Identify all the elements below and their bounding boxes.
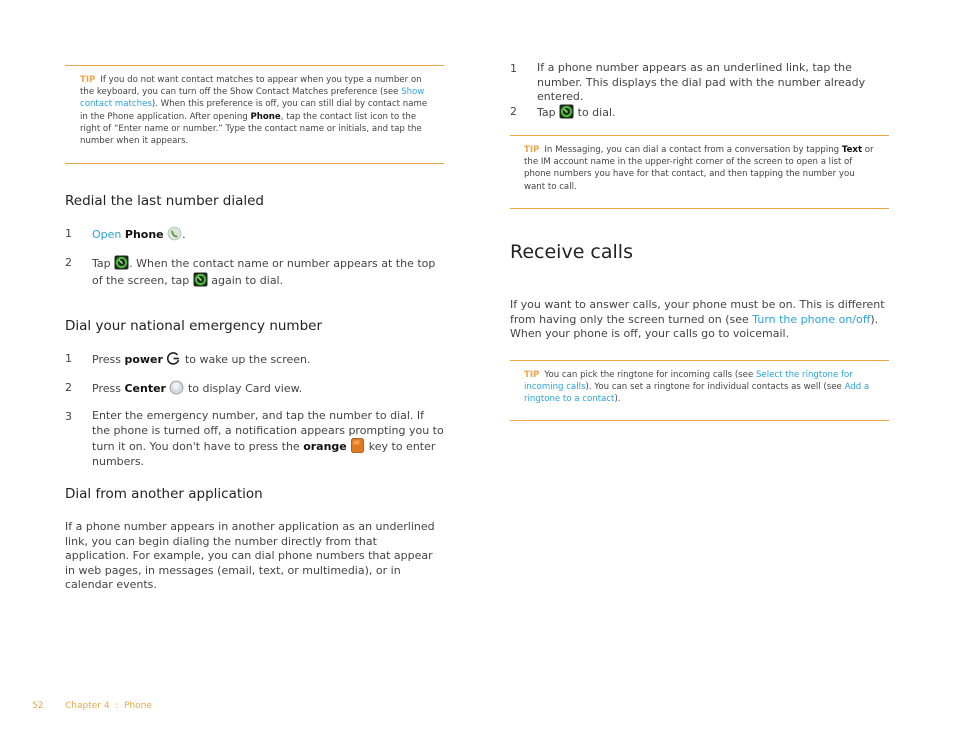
show-contact-matches-link[interactable]: Show contact matches [80,87,425,110]
tip-bottom-rule [65,163,444,164]
redial-heading: Redial the last number dialed [65,193,264,209]
tip-ringtone: TIP You can pick the ringtone for incoming calls (see Select the ringtone for incoming calls). You can set a ringtone for individual contacts as well (see Add a ringtone to a contact). [524,370,870,405]
emergency-step-3: Enter the emergency number, and tap the number to dial. If the phone is turned off, a notification appears prompting you to turn it on. You don't have to press the orange key to enter numbers. [92,409,444,468]
orange-key-icon [350,438,365,453]
open-link[interactable]: Open [92,228,122,241]
dial-icon [559,104,574,119]
tip-top-rule [510,360,889,361]
tip-messaging: TIP In Messaging, you can dial a contact from a conversation by tapping Text or the IM account name in the upper-right corner of the screen to open a list of phone numbers you have for that contact, and then tapping the number you want to call. [524,145,874,192]
redial-step-2: Tap . When the contact name or number appears at the top of the screen, tap again to dial. [92,257,436,287]
tip-top-rule [65,65,444,66]
tip-contact-matches: TIP If you do not want contact matches to appear when you type a number on the keyboard, you can turn off the Show Contact Matches preference (see Show contact matches). When this preference is off, you can still dial by contact name in the Phone application. After opening Phone, tap the contact list icon to the right of “Enter name or number.” Type the contact name or initials, and tap the number when it appears. [80,75,428,147]
chapter-label: Chapter 4 : Phone [65,701,152,711]
emergency-step-1: Press power to wake up the screen. [92,353,311,366]
power-icon [166,351,181,366]
emergency-step-2: Press Center to display Card view. [92,382,303,395]
step-number: 2 [65,381,72,394]
right-step-1: If a phone number appears as an underlined link, tap the number. This displays the dial pad with the number already entered. [537,61,866,104]
tip-top-rule [510,135,889,136]
phone-app-icon [167,226,182,241]
redial-step-1: Open Phone . [92,228,186,241]
another-app-heading: Dial from another application [65,486,263,502]
receive-calls-body: If you want to answer calls, your phone must be on. This is different from having only the screen turned on (see Turn the phone on/off). When your phone is off, your calls go to voicemail. [510,298,885,341]
tip-bottom-rule [510,420,889,421]
dial-icon [193,272,208,287]
step-number: 1 [65,227,72,240]
step-number: 3 [65,410,72,423]
tip-label: TIP [80,75,96,85]
step-number: 2 [65,256,72,269]
step-number: 2 [510,105,517,118]
dial-icon [114,255,129,270]
center-button-icon [169,380,184,395]
another-app-body: If a phone number appears in another application as an underlined link, you can begin dialing the number directly from that application. For example, you can dial phone numbers that appear in web pages, in messages (email, text, or multimedia), or in calendar events. [65,520,435,592]
select-ringtone-link[interactable]: Select the ringtone for incoming calls [524,370,853,393]
tip-bottom-rule [510,208,889,209]
step-number: 1 [510,62,517,75]
page-number: 52 [32,701,44,711]
tip-label: TIP [524,370,540,380]
step-number: 1 [65,352,72,365]
emergency-heading: Dial your national emergency number [65,318,323,334]
receive-calls-heading: Receive calls [510,241,633,263]
tip-label: TIP [524,145,540,155]
right-step-2: Tap to dial. [537,106,616,119]
add-ringtone-link[interactable]: Add a ringtone to a contact [524,382,870,405]
turn-phone-on-off-link[interactable]: Turn the phone on/off [752,312,871,326]
